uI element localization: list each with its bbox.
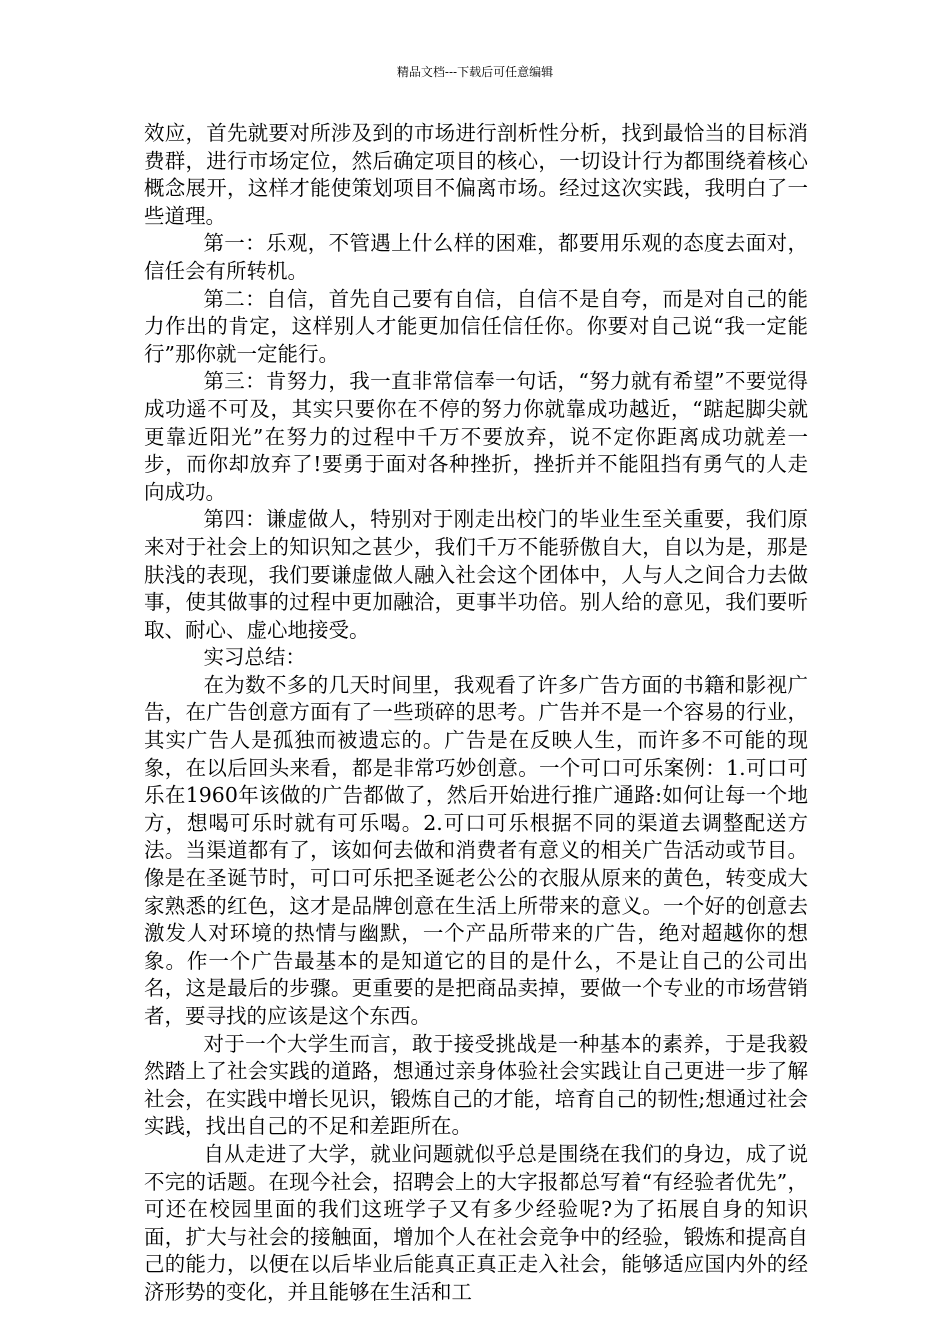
paragraph-challenge: 对于一个大学生而言，敢于接受挑战是一种基本的素养，于是我毅然踏上了社会实践的道路，想通过亲身体验社会实践让自己更进一步了解社会，在实践中增长见识，锻炼自己的才能，培育自己的韧性;想通过社会实践，找出自己的不足和差距所在。 <box>144 1031 808 1139</box>
paragraph-intro: 效应，首先就要对所涉及到的市场进行剖析性分析，找到最恰当的目标消费群，进行市场定位，然后确定项目的核心，一切设计行为都围绕着核心概念展开，这样才能使策划项目不偏离市场。经过这次实践，我明白了一些道理。 <box>144 121 808 228</box>
paragraph-point-one: 第一：乐观，不管遇上什么样的困难，都要用乐观的态度去面对，信任会有所转机。 <box>144 231 808 283</box>
paragraph-point-two: 第二：自信，首先自己要有自信，自信不是自夸，而是对自己的能力作出的肯定，这样别人才能更加信任信任你。你要对自己说“我一定能行”那你就一定能行。 <box>144 286 808 366</box>
document-body <box>144 120 808 1307</box>
paragraph-point-three: 第三：肯努力，我一直非常信奉一句话，“努力就有希望”不要觉得成功遥不可及，其实只要你在不停的努力你就靠成功越近，“踮起脚尖就更靠近阳光”在努力的过程中千万不要放弃，说不定你距离成功就差一步，而你却放弃了!要勇于面对各种挫折，挫折并不能阻挡有勇气的人走向成功。 <box>144 369 808 504</box>
section-heading-summary: 实习总结： <box>203 645 306 670</box>
paragraph-point-four: 第四：谦虚做人，特别对于刚走出校门的毕业生至关重要，我们原来对于社会上的知识知之甚少，我们千万不能骄傲自大，自以为是，那是肤浅的表现，我们要谦虚做人融入社会这个团体中，人与人之间合力去做事，使其做事的过程中更加融洽，更事半功倍。别人给的意见，我们要听取、耐心、虚心地接受。 <box>144 507 808 642</box>
page-header: 精品文档---下载后可任意编辑 <box>396 65 554 79</box>
paragraph-employment: 自从走进了大学，就业问题就似乎总是围绕在我们的身边，成了说不完的话题。在现今社会，招聘会上的大字报都总写着“有经验者优先”，可还在校园里面的我们这班学子又有多少经验呢?为了拓展自身的知识面，扩大与社会的接触面，增加个人在社会竞争中的经验，锻炼和提高自己的能力，以便在以后毕业后能真正真正走入社会，能够适应国内外的经济形势的变化，并且能够在生活和工 <box>144 1141 808 1304</box>
paragraph-advertising: 在为数不多的几天时间里，我观看了许多广告方面的书籍和影视广告，在广告创意方面有了一些琐碎的思考。广告并不是一个容易的行业，其实广告人是孤独而被遗忘的。广告是在反映人生，而许多不可能的现象，在以后回头来看，都是非常巧妙创意。一个可口可乐案例：1.可口可乐在1960年该做的广告都做了，然后开始进行推广通路:如何让每一个地方，想喝可乐时就有可乐喝。2.可口可乐根据不同的渠道去调整配送方法。当渠道都有了，该如何去做和消费者有意义的相关广告活动或节目。像是在圣诞节时，可口可乐把圣诞老公公的衣服从原来的黄色，转变成大家熟悉的红色，这才是品牌创意在生活上所带来的意义。一个好的创意去激发人对环境的热情与幽默，一个产品所带来的广告，绝对超越你的想象。作一个广告最基本的是知道它的目的是什么，不是让自己的公司出名，这是最后的步骤。更重要的是把商品卖掉，要做一个专业的市场营销者，要寻找的应该是这个东西。 <box>144 672 808 1028</box>
